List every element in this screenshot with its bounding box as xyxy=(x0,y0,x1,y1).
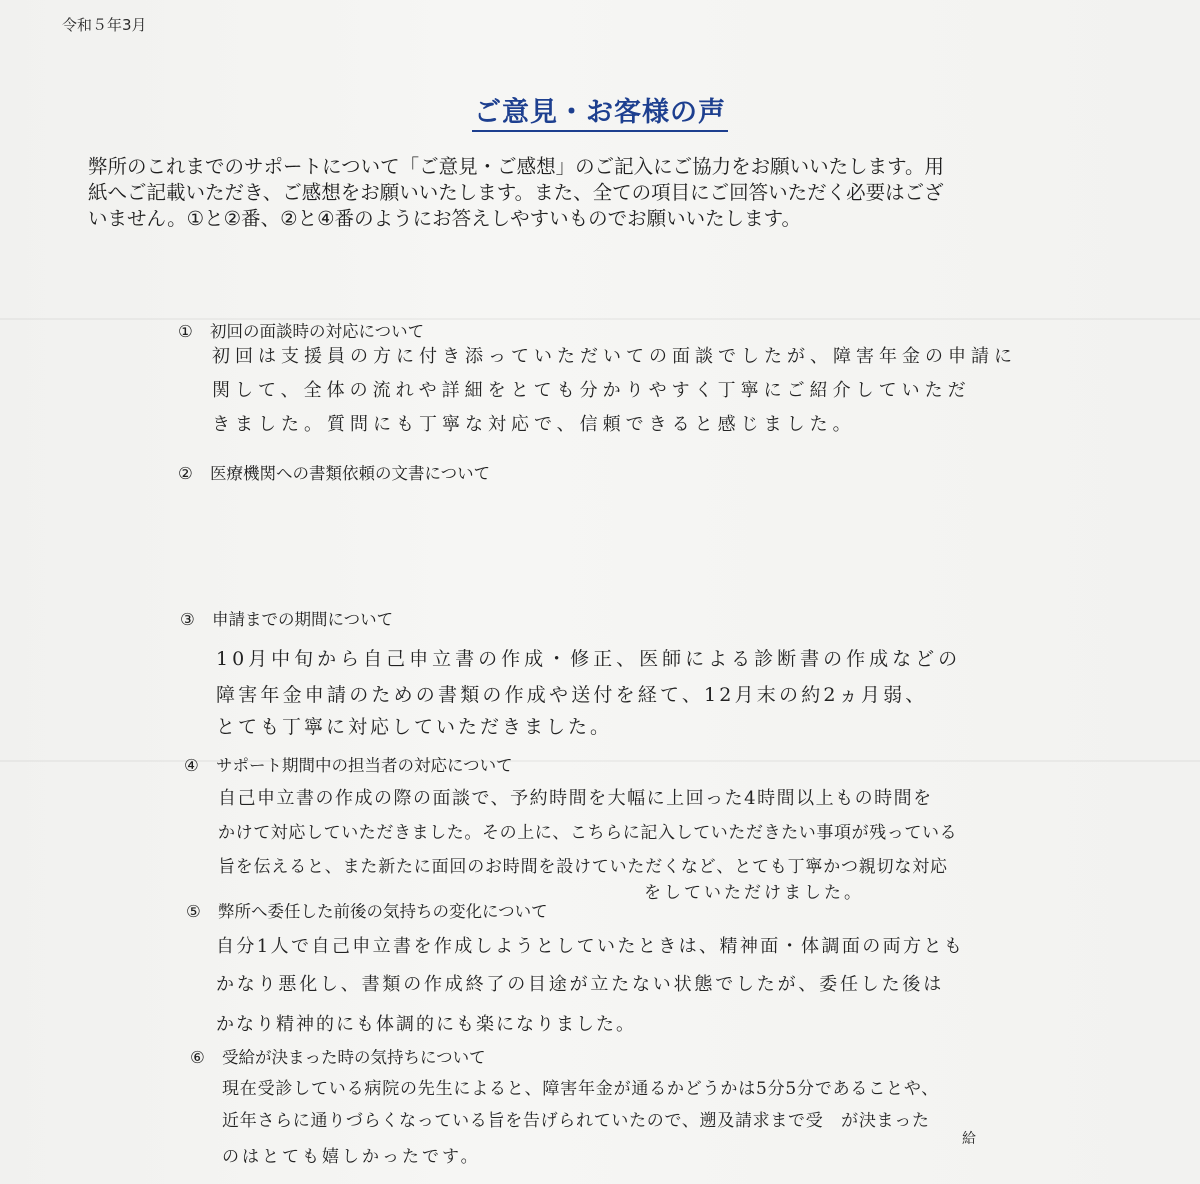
question-6 xyxy=(190,1044,486,1068)
answer-3-line: とても丁寧に対応していただきました。 xyxy=(216,716,613,738)
answer-5-line: 自分1人で自己申立書を作成しようとしていたときは、精神面・体調面の両方とも xyxy=(216,936,965,957)
question-label: サポート期間中の担当者の対応について xyxy=(216,756,513,775)
answer-5-line: かなり悪化し、書類の作成終了の目途が立たない状態でしたが、委任した後は xyxy=(216,974,944,995)
question-number: ④ xyxy=(184,756,199,775)
correction-note: 給 xyxy=(962,1131,976,1147)
page-title xyxy=(0,90,1200,129)
question-4 xyxy=(184,752,513,776)
answer-4-line: をしていただけました。 xyxy=(644,883,864,903)
question-number: ⑥ xyxy=(190,1048,205,1067)
answer-1-line: 関して、全体の流れや詳細をとても分かりやすく丁寧にご紹介していただ xyxy=(212,380,971,401)
answer-4-line: 自己申立書の作成の際の面談で、予約時間を大幅に上回った4時間以上もの時間を xyxy=(218,788,933,809)
answer-4-line: 旨を伝えると、また新たに面回のお時間を設けていただくなど、とても丁寧かつ親切な対応 xyxy=(218,857,948,877)
answer-3-line: 障害年金申請のための書類の作成や送付を経て、12月末の約2ヵ月弱、 xyxy=(216,684,928,706)
question-label: 初回の面談時の対応について xyxy=(210,322,425,341)
answer-1-line: 初回は支援員の方に付き添っていただいての面談でしたが、障害年金の申請に xyxy=(212,346,1017,367)
answer-4-line: かけて対応していただきました。その上に、こちらに記入していただきたい事項が残っている xyxy=(218,823,958,843)
question-label: 弊所へ委任した前後の気持ちの変化について xyxy=(218,902,548,921)
answer-6-line: 近年さらに通りづらくなっている旨を告げられていたので、遡及請求まで受 が決まった xyxy=(222,1111,930,1131)
answer-6-line: のはとても嬉しかったです。 xyxy=(222,1147,481,1167)
question-2 xyxy=(178,460,490,484)
question-label: 申請までの期間について xyxy=(212,610,394,629)
question-label: 医療機関への書類依頼の文書について xyxy=(210,464,491,483)
question-number: ① xyxy=(178,322,193,341)
question-number: ③ xyxy=(180,610,195,629)
question-number: ⑤ xyxy=(186,902,201,921)
question-number: ② xyxy=(178,464,193,483)
answer-1-line: きました。質問にも丁寧な対応で、信頼できると感じました。 xyxy=(212,414,856,435)
page-title-text: ご意見・お客様の声 xyxy=(472,97,728,132)
intro-paragraph xyxy=(88,154,1098,232)
document-date: 令和５年3月 xyxy=(62,16,147,34)
intro-line: いません。①と②番、②と④番のようにお答えしやすいものでお願いいたします。 xyxy=(88,207,802,230)
question-5 xyxy=(186,898,548,922)
question-3 xyxy=(180,606,393,630)
intro-line: 弊所のこれまでのサポートについて「ご意見・ご感想」のご記入にご協力をお願いいたします。用 xyxy=(88,155,945,178)
answer-5-line: かなり精神的にも体調的にも楽になりました。 xyxy=(216,1014,636,1035)
question-1 xyxy=(178,318,424,342)
answer-6-line: 現在受診している病院の先生によると、障害年金が通るかどうかは5分5分であることや、 xyxy=(222,1079,940,1099)
intro-line: 紙へご記載いただき、ご感想をお願いいたします。また、全ての項目にご回答いただく必要はござ xyxy=(88,181,944,204)
question-label: 受給が決まった時の気持ちについて xyxy=(222,1048,486,1067)
answer-3-line: 10月中旬から自己申立書の作成・修正、医師による診断書の作成などの xyxy=(216,648,962,670)
paper-fold-line xyxy=(0,760,1200,762)
